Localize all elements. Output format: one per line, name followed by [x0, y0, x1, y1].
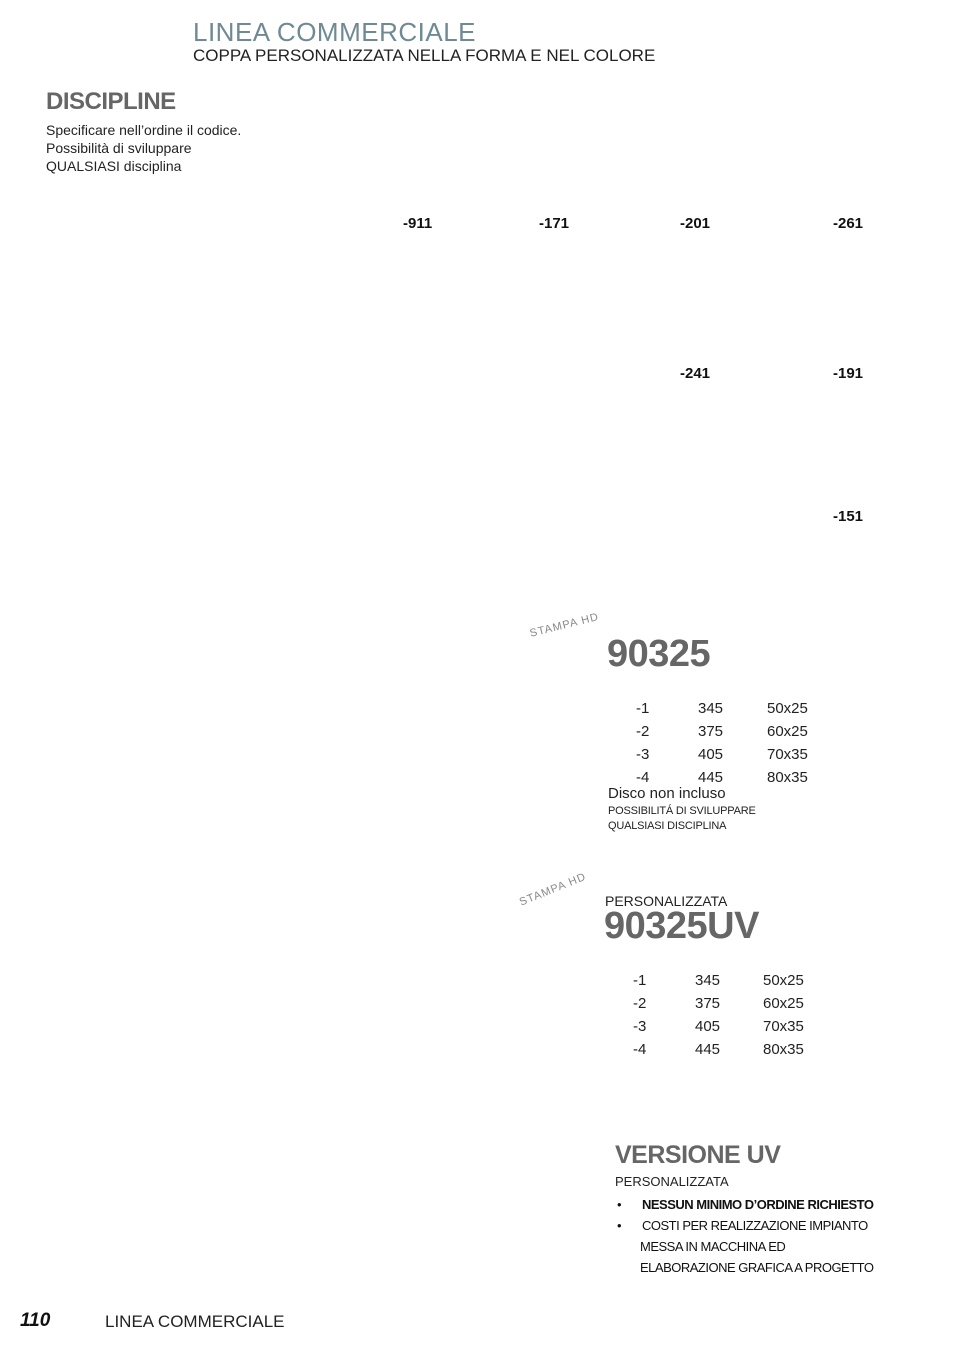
size-cell: 50x25: [767, 700, 808, 717]
feature-text-continued: ELABORAZIONE GRAFICA A PROGETTO: [640, 1260, 874, 1275]
size-cell: 50x25: [763, 972, 804, 989]
height-cell: 375: [695, 995, 721, 1012]
personalizzata-label: PERSONALIZZATA: [605, 893, 728, 909]
disciplines-description: [46, 121, 346, 175]
height-cell: 375: [698, 723, 724, 740]
uv-version-title: VERSIONE UV: [615, 1141, 781, 1169]
description-line: QUALSIASI disciplina: [46, 158, 182, 174]
list-item: [615, 1215, 874, 1236]
discipline-code: -241: [680, 365, 711, 382]
table-row: [633, 972, 853, 995]
page-title: LINEA COMMERCIALE: [193, 17, 477, 47]
discipline-code: -171: [539, 215, 570, 232]
feature-text-continued: MESSA IN MACCHINA ED: [640, 1239, 786, 1254]
discipline-code: -201: [680, 215, 711, 232]
size-cell: 60x25: [763, 995, 804, 1012]
disc-not-included-note: Disco non incluso: [608, 785, 726, 802]
small-note-line: POSSIBILITÁ DI SVILUPPARE: [608, 805, 756, 817]
table-row: [636, 723, 856, 746]
size-cell: 70x35: [767, 746, 808, 763]
table-row: [636, 700, 856, 723]
size-table: [633, 972, 853, 1067]
small-note-line: QUALSIASI DISCIPLINA: [608, 820, 727, 832]
height-cell: 405: [695, 1018, 721, 1035]
bullet-icon: •: [617, 1197, 622, 1212]
variant-cell: -2: [636, 723, 650, 740]
variant-cell: -2: [633, 995, 647, 1012]
list-item: [615, 1194, 874, 1215]
uv-feature-list: [615, 1194, 874, 1278]
variant-cell: -1: [633, 972, 647, 989]
variant-cell: -4: [636, 769, 650, 786]
product-code: 90325UV: [604, 905, 759, 947]
height-cell: 445: [695, 1041, 721, 1058]
discipline-code: -261: [833, 215, 864, 232]
page-subtitle: COPPA PERSONALIZZATA NELLA FORMA E NEL COLORE: [193, 46, 656, 65]
feature-text: NESSUN MINIMO D’ORDINE RICHIESTO: [642, 1197, 874, 1212]
disciplines-title: DISCIPLINE: [46, 88, 176, 115]
discipline-code: -151: [833, 508, 864, 525]
feature-text: COSTI PER REALIZZAZIONE IMPIANTO: [642, 1218, 868, 1233]
discipline-code: -911: [403, 215, 433, 232]
variant-cell: -3: [636, 746, 650, 763]
size-table: [636, 700, 856, 795]
variant-cell: -3: [633, 1018, 647, 1035]
variant-cell: -1: [636, 700, 650, 717]
table-row: [636, 746, 856, 769]
small-note: [608, 804, 756, 834]
variant-cell: -4: [633, 1041, 647, 1058]
bullet-icon: •: [617, 1218, 622, 1233]
uv-version-subtitle: PERSONALIZZATA: [615, 1174, 729, 1189]
height-cell: 405: [698, 746, 724, 763]
stampa-hd-label: STAMPA HD: [528, 611, 601, 640]
height-cell: 445: [698, 769, 724, 786]
size-cell: 80x35: [767, 769, 808, 786]
size-cell: 60x25: [767, 723, 808, 740]
description-line: Possibilità di sviluppare: [46, 140, 192, 156]
table-row: [633, 995, 853, 1018]
page-number: 110: [20, 1310, 51, 1331]
height-cell: 345: [695, 972, 721, 989]
height-cell: 345: [698, 700, 724, 717]
size-cell: 70x35: [763, 1018, 804, 1035]
product-code: 90325: [607, 633, 711, 675]
discipline-code: -191: [833, 365, 864, 382]
table-row: [633, 1018, 853, 1041]
footer-section-label: LINEA COMMERCIALE: [105, 1312, 285, 1331]
stampa-hd-label: STAMPA HD: [517, 870, 589, 909]
table-row: [633, 1041, 853, 1064]
description-line: Specificare nell’ordine il codice.: [46, 122, 242, 138]
size-cell: 80x35: [763, 1041, 804, 1058]
